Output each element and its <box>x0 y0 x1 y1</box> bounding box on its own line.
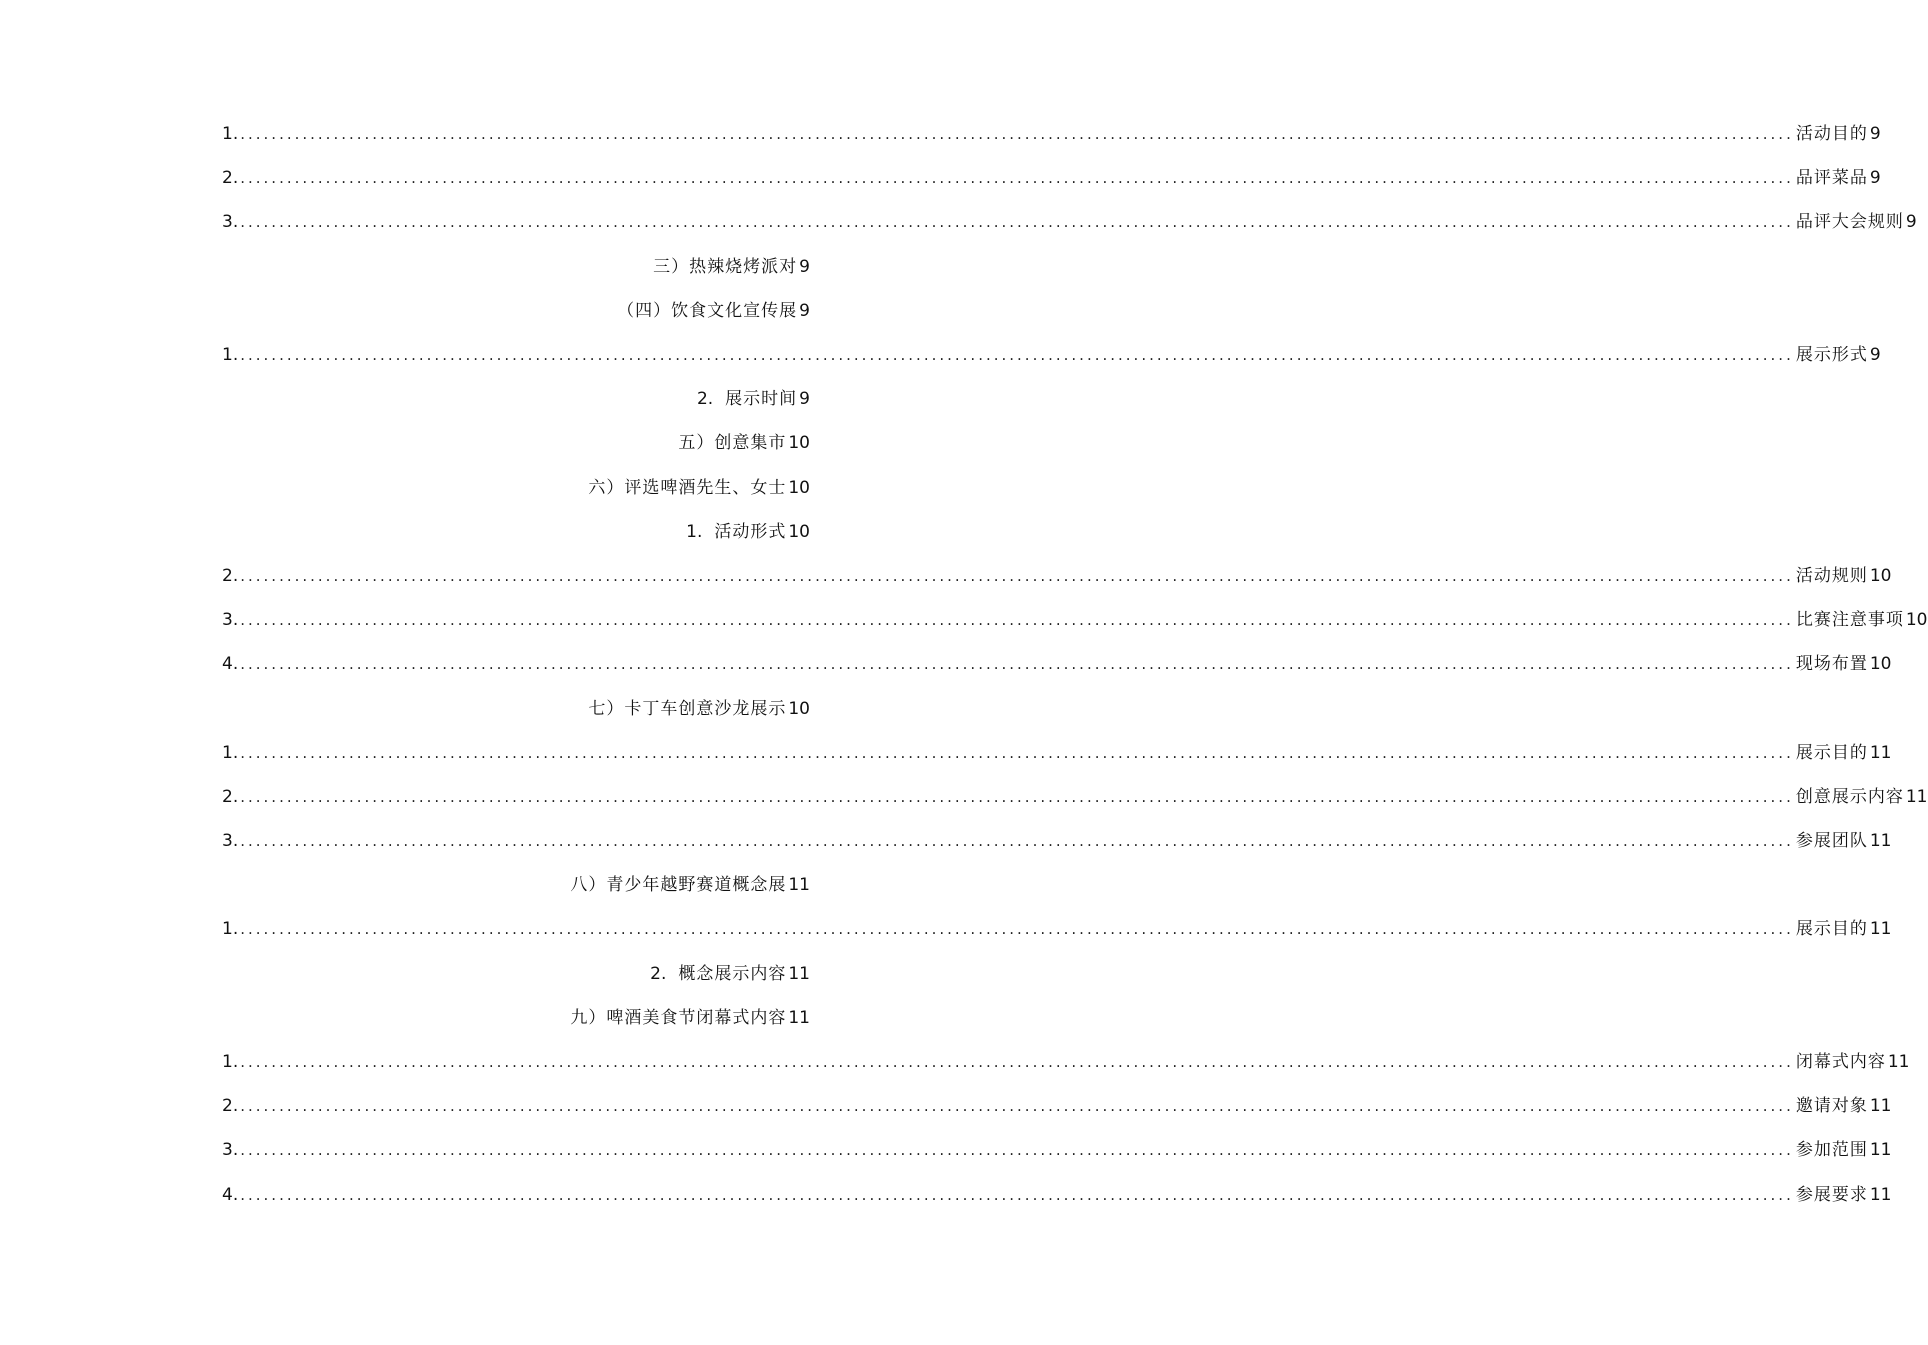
toc-entry[interactable] <box>222 863 810 907</box>
toc-dot-leader: ........................................................................................................................................................................................................ <box>240 1141 1794 1160</box>
toc-entry-title: 六）评选啤酒先生、女士 <box>588 477 787 498</box>
toc-entry-page-number: 11 <box>788 875 810 896</box>
toc-entry-page-number: 11 <box>788 963 810 984</box>
toc-entry-number: 1. <box>222 345 239 366</box>
toc-entry-page-number: 11 <box>1887 1052 1910 1073</box>
toc-entry-page-number: 10 <box>1905 610 1928 631</box>
toc-entry-title: 展示目的 <box>1795 919 1868 940</box>
toc-entry-number: 3. <box>222 212 239 233</box>
toc-entry[interactable] <box>222 510 810 554</box>
toc-entry-title: 九）啤酒美食节闭幕式内容 <box>570 1007 787 1028</box>
toc-entry[interactable] <box>222 333 1881 377</box>
toc-entry-page-number: 10 <box>788 477 810 498</box>
toc-dot-leader: ........................................................................................................................................................................................................ <box>240 169 1794 188</box>
toc-entry-title: 邀请对象 <box>1795 1096 1868 1117</box>
toc-entry[interactable] <box>222 952 810 996</box>
toc-entry-title: 参加范围 <box>1795 1140 1868 1161</box>
toc-entry-number: 2. <box>222 1096 239 1117</box>
toc-entry-page-number: 9 <box>1869 168 1881 189</box>
toc-entry-title: 展示时间 <box>725 389 798 410</box>
toc-entry-number: 2. <box>222 786 239 807</box>
toc-entry-title: 展示形式 <box>1795 345 1868 366</box>
toc-entry-title: 活动目的 <box>1795 124 1868 145</box>
toc-entry[interactable] <box>222 554 1892 598</box>
toc-entry-number: 1. <box>222 742 239 763</box>
toc-entry-number: 2. <box>696 389 714 410</box>
toc-entry[interactable] <box>222 156 1881 200</box>
toc-entry-title: 品评菜品 <box>1795 168 1868 189</box>
toc-entry-title: 参展要求 <box>1795 1184 1868 1205</box>
toc-entry-page-number: 10 <box>788 433 810 454</box>
toc-entry-page-number: 11 <box>1869 1184 1892 1205</box>
toc-entry-page-number: 11 <box>1869 742 1892 763</box>
toc-entry-title: 五）创意集市 <box>678 433 787 454</box>
toc-entry-title: 活动形式 <box>714 521 787 542</box>
toc-dot-leader: ........................................................................................................................................................................................................ <box>240 787 1794 806</box>
toc-entry-page-number: 10 <box>1869 654 1892 675</box>
toc-entry-number: 4. <box>222 654 239 675</box>
toc-entry-number: 2. <box>222 565 239 586</box>
toc-entry[interactable] <box>222 1084 1892 1128</box>
toc-dot-leader: ........................................................................................................................................................................................................ <box>240 655 1794 674</box>
toc-entry[interactable] <box>222 1128 1892 1172</box>
toc-entry-title: 品评大会规则 <box>1795 212 1904 233</box>
toc-entry[interactable] <box>222 731 1892 775</box>
toc-dot-leader: ........................................................................................................................................................................................................ <box>240 213 1794 232</box>
toc-entry[interactable] <box>222 1040 1910 1084</box>
toc-entry-number: 1. <box>686 521 703 542</box>
toc-entry-page-number: 11 <box>1869 919 1892 940</box>
toc-dot-leader: ........................................................................................................................................................................................................ <box>240 566 1794 585</box>
toc-entry[interactable] <box>222 112 1881 156</box>
toc-entry-page-number: 11 <box>788 1007 810 1028</box>
toc-entry[interactable] <box>222 421 810 465</box>
toc-entry-title: 八）青少年越野赛道概念展 <box>570 875 787 896</box>
toc-entry[interactable] <box>222 1173 1892 1217</box>
toc-entry-title: 闭幕式内容 <box>1795 1052 1886 1073</box>
toc-dot-leader: ........................................................................................................................................................................................................ <box>240 832 1794 851</box>
toc-entry-page-number: 11 <box>1869 1140 1892 1161</box>
toc-entry[interactable] <box>222 686 810 730</box>
toc-entry-number: 1. <box>222 919 239 940</box>
toc-entry-page-number: 11 <box>1905 786 1928 807</box>
toc-entry-page-number: 9 <box>799 256 810 277</box>
toc-entry[interactable] <box>222 642 1892 686</box>
toc-entry[interactable] <box>222 289 810 333</box>
toc-entry-number: 3. <box>222 610 239 631</box>
toc-entry-title: 三）热辣烧烤派对 <box>653 256 798 277</box>
toc-entry-page-number: 9 <box>799 300 810 321</box>
toc-entry-title: 展示目的 <box>1795 742 1868 763</box>
toc-entry[interactable] <box>222 245 810 289</box>
table-of-contents <box>222 112 1928 1217</box>
toc-dot-leader: ........................................................................................................................................................................................................ <box>240 920 1794 939</box>
toc-entry[interactable] <box>222 819 1892 863</box>
toc-entry-title: 概念展示内容 <box>678 963 787 984</box>
toc-entry[interactable] <box>222 377 810 421</box>
toc-entry-page-number: 9 <box>799 389 810 410</box>
toc-dot-leader: ........................................................................................................................................................................................................ <box>240 1185 1794 1204</box>
toc-dot-leader: ........................................................................................................................................................................................................ <box>240 611 1794 630</box>
toc-entry-title: 创意展示内容 <box>1795 786 1904 807</box>
toc-entry[interactable] <box>222 907 1892 951</box>
toc-entry-page-number: 11 <box>1869 831 1892 852</box>
toc-dot-leader: ........................................................................................................................................................................................................ <box>240 1053 1794 1072</box>
toc-entry[interactable] <box>222 466 810 510</box>
toc-entry-page-number: 10 <box>788 698 810 719</box>
toc-entry-title: 比赛注意事项 <box>1795 610 1904 631</box>
toc-dot-leader: ........................................................................................................................................................................................................ <box>240 346 1794 365</box>
toc-dot-leader: ........................................................................................................................................................................................................ <box>240 1097 1794 1116</box>
toc-entry-title: 现场布置 <box>1795 654 1868 675</box>
toc-entry-number: 2. <box>222 168 239 189</box>
toc-entry-number: 2. <box>650 963 667 984</box>
toc-entry-title: （四）饮食文化宣传展 <box>617 300 798 321</box>
toc-entry-page-number: 11 <box>1869 1096 1892 1117</box>
toc-entry-number: 4. <box>222 1184 239 1205</box>
toc-entry-title: 活动规则 <box>1795 565 1868 586</box>
toc-entry[interactable] <box>222 996 810 1040</box>
toc-entry-page-number: 9 <box>1869 345 1881 366</box>
toc-entry[interactable] <box>222 200 1917 244</box>
toc-entry-number: 1. <box>222 124 239 145</box>
toc-entry[interactable] <box>222 775 1928 819</box>
toc-entry[interactable] <box>222 598 1928 642</box>
toc-entry-page-number: 9 <box>1905 212 1917 233</box>
toc-entry-title: 参展团队 <box>1795 831 1868 852</box>
toc-entry-page-number: 10 <box>788 521 810 542</box>
toc-entry-number: 1. <box>222 1052 239 1073</box>
toc-entry-number: 3. <box>222 1140 239 1161</box>
toc-entry-number: 3. <box>222 831 239 852</box>
toc-entry-title: 七）卡丁车创意沙龙展示 <box>588 698 787 719</box>
toc-entry-page-number: 9 <box>1869 124 1881 145</box>
toc-entry-page-number: 10 <box>1869 565 1892 586</box>
toc-dot-leader: ........................................................................................................................................................................................................ <box>240 743 1794 762</box>
toc-dot-leader: ........................................................................................................................................................................................................ <box>240 125 1794 144</box>
